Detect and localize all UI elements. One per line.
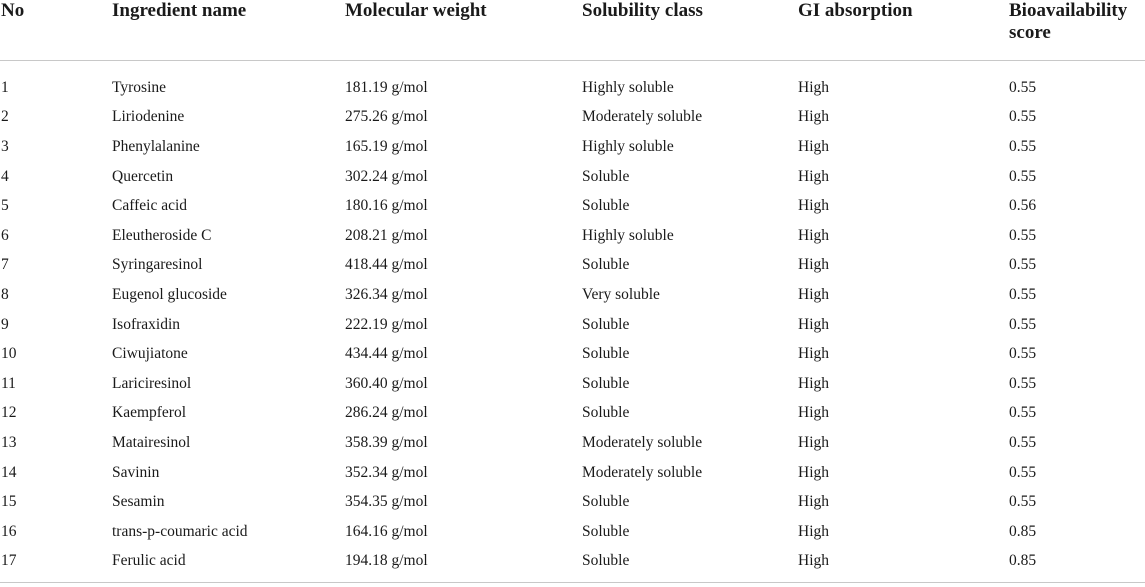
cell-ingredient-name: Ciwujiatone xyxy=(112,345,188,363)
cell-molecular-weight: 275.26 g/mol xyxy=(345,108,428,126)
table-row xyxy=(0,280,1145,310)
cell-molecular-weight: 181.19 g/mol xyxy=(345,78,428,96)
cell-ingredient-name: Matairesinol xyxy=(112,433,191,451)
cell-molecular-weight: 352.34 g/mol xyxy=(345,463,428,481)
cell-gi-absorption: High xyxy=(798,167,829,185)
cell-molecular-weight: 222.19 g/mol xyxy=(345,315,428,333)
cell-solubility-class: Soluble xyxy=(582,404,630,422)
table-row xyxy=(0,339,1145,369)
cell-solubility-class: Soluble xyxy=(582,547,798,583)
cell-ingredient-name: Lariciresinol xyxy=(112,374,192,392)
cell-ingredient-name: Eleutheroside C xyxy=(112,226,212,244)
cell-gi-absorption: High xyxy=(798,404,829,422)
table-row xyxy=(0,221,1145,251)
cell-molecular-weight: 434.44 g/mol xyxy=(345,345,428,363)
table-row xyxy=(0,458,1145,488)
cell-bioavailability-score: 0.55 xyxy=(1009,315,1037,333)
cell-no: 12 xyxy=(1,404,17,422)
cell-solubility-class: Moderately soluble xyxy=(582,108,703,126)
cell-no: 14 xyxy=(1,463,17,481)
cell-ingredient-name: Phenylalanine xyxy=(112,137,200,155)
cell-molecular-weight: 354.35 g/mol xyxy=(345,493,428,511)
header-solubility-class: Solubility class xyxy=(582,0,798,61)
cell-molecular-weight: 326.34 g/mol xyxy=(345,285,428,303)
cell-ingredient-name: Sesamin xyxy=(112,493,165,511)
cell-ingredient-name: Eugenol glucoside xyxy=(112,285,227,303)
cell-no: 5 xyxy=(1,197,9,215)
cell-no: 8 xyxy=(1,285,9,303)
cell-solubility-class: Moderately soluble xyxy=(582,463,703,481)
cell-bioavailability-score: 0.55 xyxy=(1009,256,1037,274)
table-header-row xyxy=(0,0,1145,61)
cell-solubility-class: Highly soluble xyxy=(582,226,674,244)
cell-solubility-class: Soluble xyxy=(582,374,630,392)
cell-bioavailability-score: 0.55 xyxy=(1009,463,1037,481)
cell-bioavailability-score: 0.55 xyxy=(1009,345,1037,363)
table-row xyxy=(0,103,1145,133)
table-row xyxy=(0,428,1145,458)
cell-solubility-class: Soluble xyxy=(582,197,630,215)
cell-bioavailability-score: 0.56 xyxy=(1009,197,1037,215)
table-body xyxy=(0,61,1145,583)
cell-ingredient-name: Savinin xyxy=(112,463,160,481)
cell-molecular-weight: 164.16 g/mol xyxy=(345,522,428,540)
cell-gi-absorption: High xyxy=(798,463,829,481)
cell-molecular-weight: 360.40 g/mol xyxy=(345,374,428,392)
cell-ingredient-name: Caffeic acid xyxy=(112,197,188,215)
table-row xyxy=(0,487,1145,517)
cell-ingredient-name: Tyrosine xyxy=(112,78,167,96)
table-row xyxy=(0,61,1145,103)
cell-ingredient-name: Quercetin xyxy=(112,167,174,185)
cell-solubility-class: Highly soluble xyxy=(582,137,674,155)
cell-bioavailability-score: 0.55 xyxy=(1009,108,1037,126)
cell-no: 11 xyxy=(1,374,16,392)
cell-solubility-class: Highly soluble xyxy=(582,78,674,96)
cell-bioavailability-score: 0.85 xyxy=(1009,547,1145,583)
cell-molecular-weight: 165.19 g/mol xyxy=(345,137,428,155)
cell-no: 7 xyxy=(1,256,9,274)
cell-ingredient-name: trans-p-coumaric acid xyxy=(112,522,248,540)
cell-molecular-weight: 286.24 g/mol xyxy=(345,404,428,422)
cell-bioavailability-score: 0.55 xyxy=(1009,404,1037,422)
header-bioavailability-score: Bioavailability score xyxy=(1009,0,1145,61)
cell-bioavailability-score: 0.55 xyxy=(1009,78,1037,96)
table-row xyxy=(0,547,1145,583)
cell-solubility-class: Soluble xyxy=(582,493,630,511)
cell-gi-absorption: High xyxy=(798,108,829,126)
cell-ingredient-name: Isofraxidin xyxy=(112,315,181,333)
table-row xyxy=(0,162,1145,192)
table-row xyxy=(0,251,1145,281)
cell-no: 16 xyxy=(1,522,17,540)
cell-solubility-class: Soluble xyxy=(582,315,630,333)
cell-gi-absorption: High xyxy=(798,285,829,303)
cell-no: 2 xyxy=(1,108,9,126)
cell-bioavailability-score: 0.55 xyxy=(1009,374,1037,392)
cell-solubility-class: Moderately soluble xyxy=(582,433,703,451)
cell-ingredient-name: Ferulic acid xyxy=(112,547,345,583)
cell-no: 17 xyxy=(0,547,112,583)
header-no: No xyxy=(0,0,112,61)
cell-gi-absorption: High xyxy=(798,374,829,392)
cell-molecular-weight: 418.44 g/mol xyxy=(345,256,428,274)
cell-solubility-class: Soluble xyxy=(582,522,630,540)
cell-no: 1 xyxy=(1,78,9,96)
header-molecular-weight: Molecular weight xyxy=(345,0,582,61)
cell-no: 9 xyxy=(1,315,9,333)
cell-gi-absorption: High xyxy=(798,315,829,333)
table-row xyxy=(0,399,1145,429)
cell-no: 13 xyxy=(1,433,17,451)
cell-no: 4 xyxy=(1,167,9,185)
cell-no: 6 xyxy=(1,226,9,244)
cell-molecular-weight: 358.39 g/mol xyxy=(345,433,428,451)
cell-solubility-class: Soluble xyxy=(582,256,630,274)
cell-no: 15 xyxy=(1,493,17,511)
table-row xyxy=(0,369,1145,399)
cell-molecular-weight: 208.21 g/mol xyxy=(345,226,428,244)
cell-gi-absorption: High xyxy=(798,345,829,363)
cell-no: 10 xyxy=(1,345,17,363)
header-gi-absorption: GI absorption xyxy=(798,0,1009,61)
cell-gi-absorption: High xyxy=(798,78,829,96)
cell-gi-absorption: High xyxy=(798,433,829,451)
cell-solubility-class: Soluble xyxy=(582,167,630,185)
cell-gi-absorption: High xyxy=(798,197,829,215)
cell-gi-absorption: High xyxy=(798,493,829,511)
cell-gi-absorption: High xyxy=(798,256,829,274)
cell-gi-absorption: High xyxy=(798,522,829,540)
table-row xyxy=(0,132,1145,162)
table-row xyxy=(0,191,1145,221)
table-row xyxy=(0,517,1145,547)
cell-bioavailability-score: 0.85 xyxy=(1009,522,1037,540)
cell-bioavailability-score: 0.55 xyxy=(1009,493,1037,511)
cell-solubility-class: Very soluble xyxy=(582,285,660,303)
cell-bioavailability-score: 0.55 xyxy=(1009,167,1037,185)
cell-solubility-class: Soluble xyxy=(582,345,630,363)
cell-molecular-weight: 180.16 g/mol xyxy=(345,197,428,215)
cell-bioavailability-score: 0.55 xyxy=(1009,137,1037,155)
cell-molecular-weight: 302.24 g/mol xyxy=(345,167,428,185)
cell-bioavailability-score: 0.55 xyxy=(1009,226,1037,244)
cell-molecular-weight: 194.18 g/mol xyxy=(345,547,582,583)
header-ingredient-name: Ingredient name xyxy=(112,0,345,61)
cell-ingredient-name: Syringaresinol xyxy=(112,256,203,274)
cell-gi-absorption: High xyxy=(798,547,1009,583)
cell-ingredient-name: Liriodenine xyxy=(112,108,185,126)
cell-bioavailability-score: 0.55 xyxy=(1009,285,1037,303)
cell-bioavailability-score: 0.55 xyxy=(1009,433,1037,451)
cell-gi-absorption: High xyxy=(798,137,829,155)
cell-gi-absorption: High xyxy=(798,226,829,244)
cell-no: 3 xyxy=(1,137,9,155)
table-row xyxy=(0,310,1145,340)
cell-ingredient-name: Kaempferol xyxy=(112,404,187,422)
